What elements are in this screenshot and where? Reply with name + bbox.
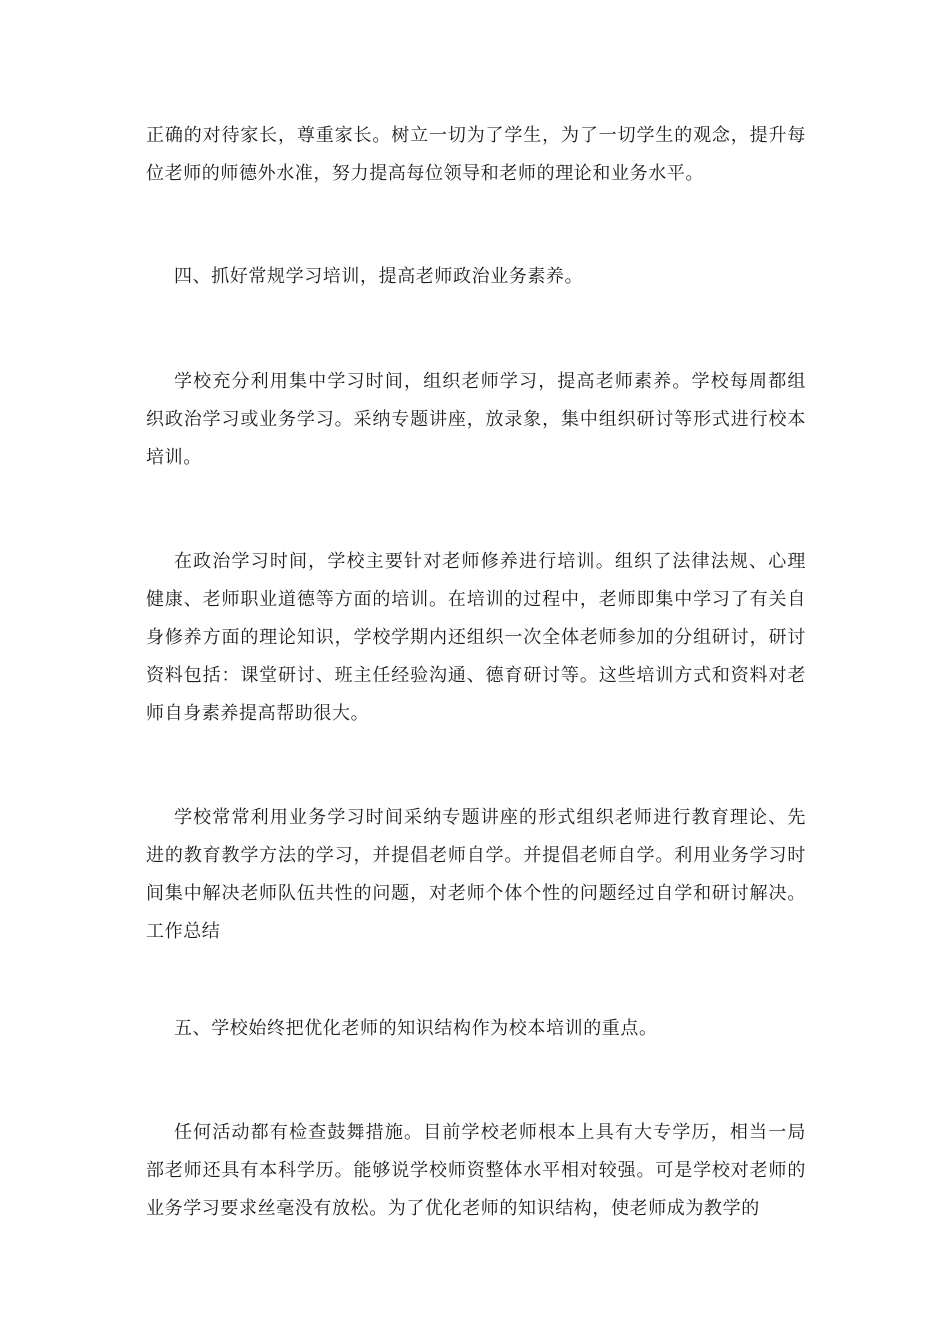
paragraph-political-study: 在政治学习时间，学校主要针对老师修养进行培训。组织了法律法规、心理健康、老师职业道德等方面的培训。在培训的过程中，老师即集中学习了有关自身修养方面的理论知识，学校学期内还组织一次全体老师参加的分组研讨，研讨资料包括：课堂研讨、班主任经验沟通、德育研讨等。这些培训方式和资料对老师自身素养提高帮助很大。 (146, 551, 806, 724)
paragraph-training-time: 学校充分利用集中学习时间，组织老师学习，提高老师素养。学校每周都组织政治学习或业务学习。采纳专题讲座，放录象，集中组织研讨等形式进行校本培训。 (146, 371, 806, 468)
section-heading-five: 五、学校始终把优化老师的知识结构作为校本培训的重点。 (174, 1018, 658, 1039)
section-heading-four: 四、抓好常规学习培训，提高老师政治业务素养。 (174, 266, 584, 287)
paragraph-incentives: 任何活动都有检查鼓舞措施。目前学校老师根本上具有大专学历，相当一局部老师还具有本科学历。能够说学校师资整体水平相对较强。可是学校对老师的业务学习要求丝毫没有放松。为了优化老师的知识结构，使老师成为教学的 (146, 1122, 806, 1219)
paragraph-continuation: 正确的对待家长，尊重家长。树立一切为了学生，为了一切学生的观念，提升每位老师的师德外水准，努力提高每位领导和老师的理论和业务水平。 (146, 125, 806, 184)
paragraph-business-study: 学校常常利用业务学习时间采纳专题讲座的形式组织老师进行教育理论、先进的教育教学方法的学习，并提倡老师自学。并提倡老师自学。利用业务学习时间集中解决老师队伍共性的问题，对老师个体个性的问题经过自学和研讨解决。工作总结 (146, 807, 806, 942)
